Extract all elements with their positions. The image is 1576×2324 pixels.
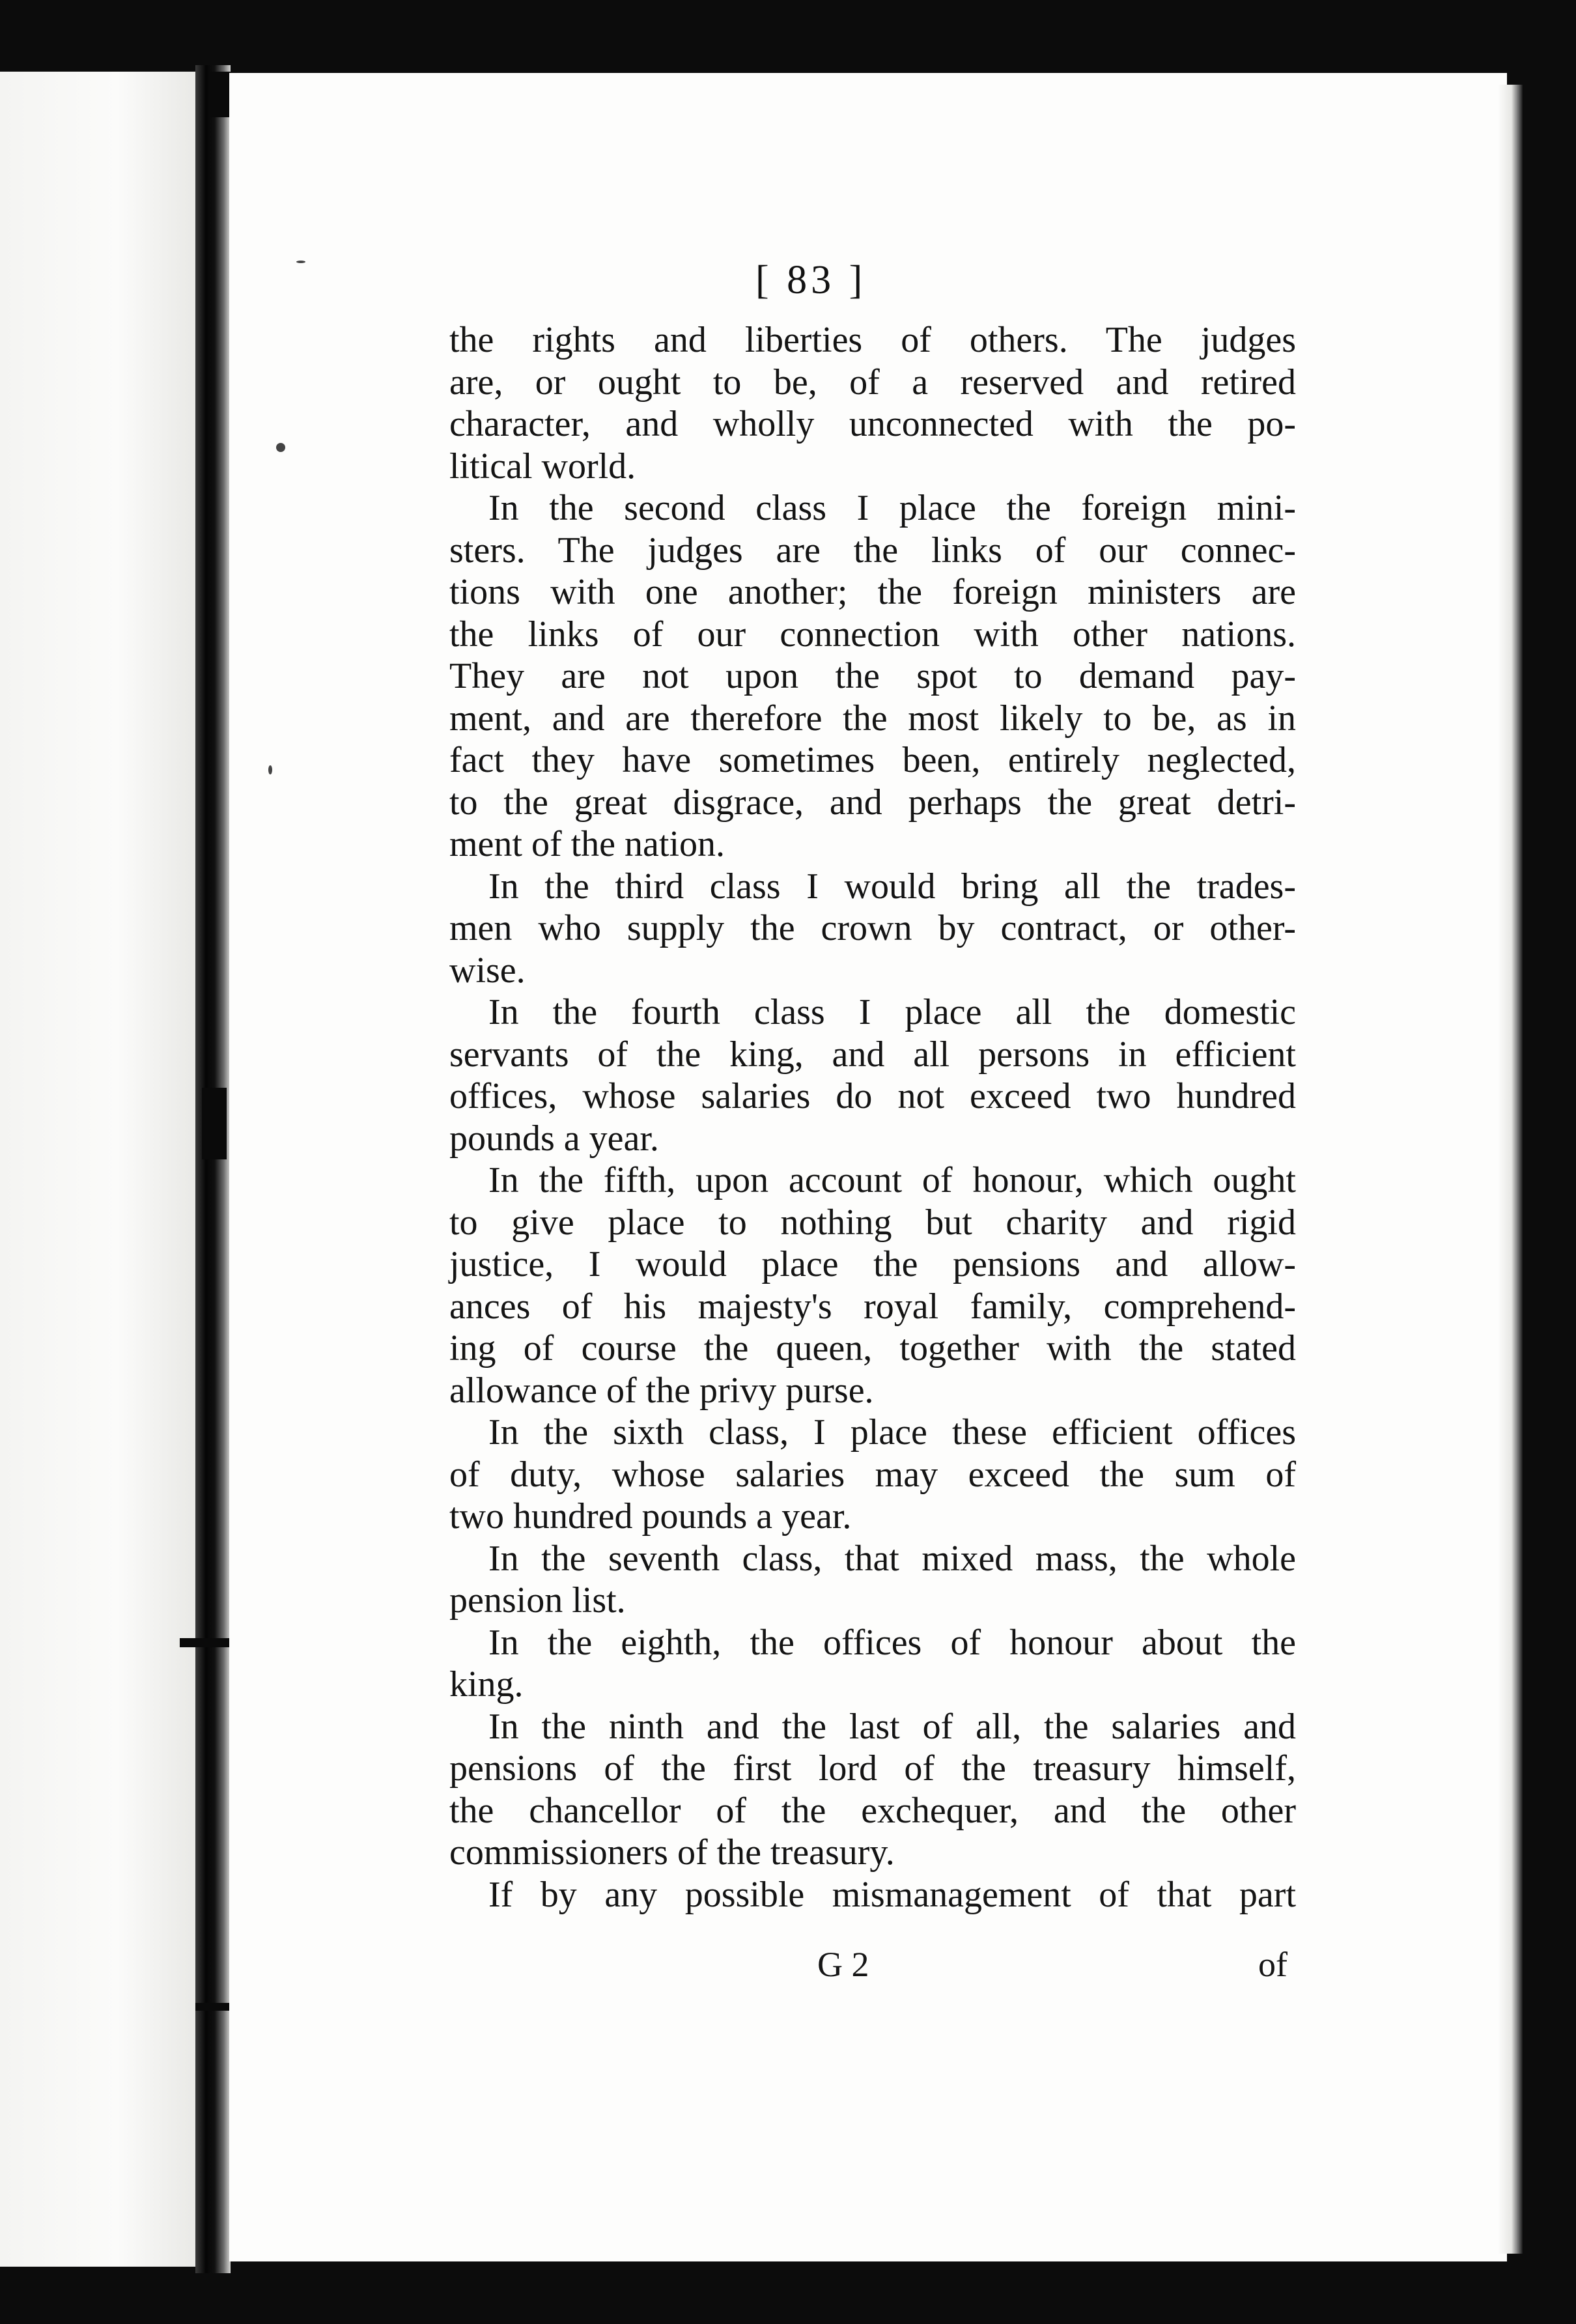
text-line: the chancellor of the exchequer, and the other bbox=[449, 1790, 1296, 1831]
signature-mark: G 2 bbox=[817, 1945, 869, 1984]
text-line: justice, I would place the pensions and allow- bbox=[449, 1244, 1296, 1284]
text-line: two hundred pounds a year. bbox=[449, 1496, 852, 1537]
text-line: If by any possible mismanagement of that part bbox=[488, 1874, 1296, 1915]
text-line: ing of course the queen, together with the stated bbox=[449, 1328, 1296, 1368]
text-line: In the fourth class I place all the domestic bbox=[488, 992, 1296, 1032]
text-line: of duty, whose salaries may exceed the sum of bbox=[449, 1454, 1296, 1495]
ink-speck bbox=[296, 261, 305, 263]
ink-speck bbox=[268, 765, 272, 774]
text-line: king. bbox=[449, 1664, 524, 1705]
text-line: In the second class I place the foreign mini- bbox=[488, 488, 1296, 528]
text-line: pension list. bbox=[449, 1580, 626, 1621]
text-line: are, or ought to be, of a reserved and retired bbox=[449, 361, 1296, 403]
text-line: wise. bbox=[449, 950, 526, 991]
text-line: pensions of the first lord of the treasury himself, bbox=[449, 1748, 1296, 1789]
page-header: [ 83 ] bbox=[755, 258, 867, 302]
text-line: sters. The judges are the links of our connec- bbox=[449, 530, 1296, 571]
text-line: litical world. bbox=[449, 446, 636, 487]
text-line: In the third class I would bring all the trades- bbox=[488, 866, 1296, 907]
text-line: character, and wholly unconnected with the po- bbox=[449, 404, 1296, 444]
facing-page-edge bbox=[0, 72, 195, 2267]
binding-thread-mark bbox=[202, 1088, 227, 1159]
page-fore-edge bbox=[1498, 85, 1523, 2254]
text-line: to give place to nothing but charity and rigid bbox=[449, 1202, 1296, 1243]
text-line: men who supply the crown by contract, or other- bbox=[449, 908, 1296, 948]
text-line: the links of our connection with other nations. bbox=[449, 614, 1296, 655]
body-text bbox=[449, 319, 1296, 1916]
text-line: offices, whose salaries do not exceed two hundred bbox=[449, 1076, 1296, 1116]
text-line: fact they have sometimes been, entirely neglected, bbox=[449, 740, 1296, 780]
text-line: ances of his majesty's royal family, comprehend- bbox=[449, 1286, 1296, 1327]
binding-thread-mark bbox=[180, 1638, 232, 1647]
text-line: the rights and liberties of others. The judges bbox=[449, 320, 1296, 360]
text-line: tions with one another; the foreign ministers are bbox=[449, 572, 1296, 612]
text-line: pounds a year. bbox=[449, 1118, 659, 1159]
book-gutter bbox=[195, 65, 231, 2273]
binding-thread-mark bbox=[195, 2003, 234, 2011]
text-line: to the great disgrace, and perhaps the great detri- bbox=[449, 782, 1296, 823]
text-line: servants of the king, and all persons in efficient bbox=[449, 1034, 1296, 1075]
text-line: They are not upon the spot to demand pay- bbox=[449, 656, 1296, 696]
text-line: commissioners of the treasury. bbox=[449, 1832, 895, 1873]
text-line: In the ninth and the last of all, the salaries and bbox=[488, 1706, 1296, 1747]
text-line: ment, and are therefore the most likely to be, as in bbox=[449, 698, 1296, 739]
text-line: ment of the nation. bbox=[449, 824, 725, 864]
text-line: In the seventh class, that mixed mass, the whole bbox=[488, 1538, 1296, 1579]
catchword: of bbox=[1258, 1945, 1288, 1984]
text-line: allowance of the privy purse. bbox=[449, 1370, 874, 1411]
text-line: In the eighth, the offices of honour about the bbox=[488, 1622, 1296, 1663]
text-line: In the sixth class, I place these efficient offices bbox=[488, 1412, 1296, 1452]
ink-speck bbox=[276, 443, 285, 452]
text-line: In the fifth, upon account of honour, which ought bbox=[488, 1160, 1296, 1200]
